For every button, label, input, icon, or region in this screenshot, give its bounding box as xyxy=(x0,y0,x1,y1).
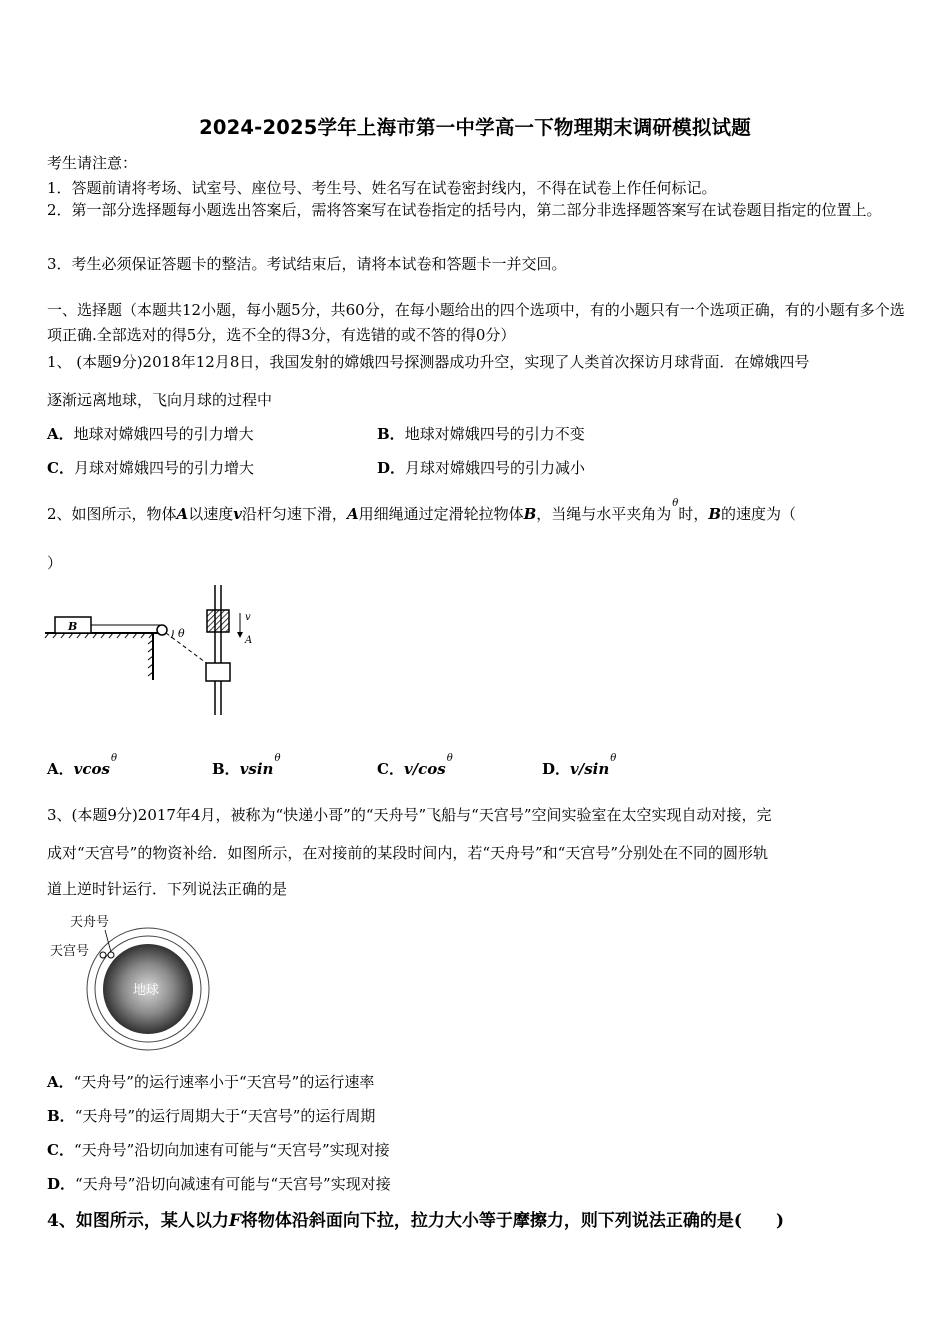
option-text: “天舟号”的运行周期大于“天宫号”的运行周期 xyxy=(74,1107,376,1125)
tiangong-dot xyxy=(100,952,106,958)
q2-var-a: A xyxy=(176,505,189,523)
angle-label: θ xyxy=(178,627,185,640)
option-label: A． xyxy=(47,760,74,778)
option-label: D． xyxy=(47,1175,76,1193)
q2-stem xyxy=(47,498,797,524)
q2-text: 用细绳通过定滑轮拉物体 xyxy=(358,505,524,523)
q2-var-v: v xyxy=(233,505,242,523)
q2-var-a: A xyxy=(346,505,359,523)
q2-text: 时， xyxy=(678,505,709,523)
arrow-label-a: A xyxy=(245,635,253,646)
option-theta: θ xyxy=(446,753,453,764)
option-label: C． xyxy=(47,459,74,477)
q2-text: ，当绳与水平夹角为 xyxy=(536,505,672,523)
notice-heading: 考生请注意： xyxy=(47,154,138,172)
option-label: A． xyxy=(47,1073,74,1091)
page-title: 2024-2025学年上海市第一中学高一下物理期末调研模拟试题 xyxy=(199,116,751,139)
option-expr: v/cos xyxy=(403,760,446,778)
q2-text: 沿杆匀速下滑， xyxy=(241,505,347,523)
option-label: C． xyxy=(47,1141,74,1159)
q1-option-c xyxy=(47,457,254,478)
option-text: “天舟号”的运行速率小于“天宫号”的运行速率 xyxy=(73,1073,375,1091)
block-a-lower xyxy=(206,663,230,681)
q3-stem-line1: 3、(本题9分)2017年4月，被称为“快递小哥”的“天舟号”飞船与“天宫号”空间实验室在太空实现自动对接，完 xyxy=(47,806,772,824)
notice-item-2: 2．第一部分选择题每小题选出答案后，需将答案写在试卷指定的括号内，第二部分非选择题答案写在试卷题目指定的位置上。 xyxy=(47,201,882,219)
q3-option-b xyxy=(47,1105,375,1126)
q3-stem-line3: 道上逆时针运行．下列说法正确的是 xyxy=(47,880,288,898)
option-theta: θ xyxy=(274,753,281,764)
block-b-label: B xyxy=(68,620,78,633)
q2-theta: θ xyxy=(672,498,679,509)
q4-text: 4、如图所示，某人以力 xyxy=(47,1211,229,1231)
tianzhou-dot xyxy=(108,952,114,958)
q1-option-a xyxy=(47,423,254,444)
q2-option-a xyxy=(47,753,117,779)
option-expr: vsin xyxy=(239,760,274,778)
q1-option-b xyxy=(377,423,585,444)
option-text: 月球对嫦娥四号的引力减小 xyxy=(405,459,586,477)
option-text: “天舟号”沿切向加速有可能与“天宫号”实现对接 xyxy=(73,1141,390,1159)
q2-option-c xyxy=(377,753,453,779)
q2-text: 的速度为（ xyxy=(721,505,797,523)
tianzhou-label: 天舟号 xyxy=(70,915,110,930)
q1-stem-line2: 逐渐远离地球，飞向月球的过程中 xyxy=(47,391,273,409)
option-label: C． xyxy=(377,760,404,778)
q2-pulley-figure xyxy=(45,580,275,720)
velocity-label: v xyxy=(245,612,251,623)
earth-label: 地球 xyxy=(133,983,160,998)
q3-option-a xyxy=(47,1071,374,1092)
option-theta: θ xyxy=(110,753,117,764)
q2-stem-close: ） xyxy=(47,554,63,572)
q3-option-d xyxy=(47,1173,391,1194)
q4-text: 将物体沿斜面向下拉，拉力大小等于摩擦力，则下列说法正确的是( ) xyxy=(240,1211,785,1231)
option-expr: vcos xyxy=(73,760,110,778)
option-label: B． xyxy=(377,425,405,443)
q3-option-c xyxy=(47,1139,390,1160)
option-label: B． xyxy=(212,760,240,778)
velocity-arrowhead xyxy=(237,632,243,638)
tiangong-label: 天宫号 xyxy=(50,944,90,959)
q2-text: 2、如图所示，物体 xyxy=(47,505,177,523)
pulley xyxy=(157,625,167,635)
q3-stem-line2: 成对“天宫号”的物资补给．如图所示，在对接前的某段时间内，若“天舟号”和“天宫号”分别处在不同的圆形轨 xyxy=(47,844,769,862)
q4-var-f: F xyxy=(228,1211,241,1231)
option-text: “天舟号”沿切向减速有可能与“天宫号”实现对接 xyxy=(75,1175,391,1193)
q1-stem-line1: 1、 (本题9分)2018年12月8日，我国发射的嫦娥四号探测器成功升空，实现了人类首次探访月球背面．在嫦娥四号 xyxy=(47,353,810,371)
q2-var-b: B xyxy=(523,505,537,523)
option-theta: θ xyxy=(610,753,617,764)
option-text: 地球对嫦娥四号的引力不变 xyxy=(404,425,585,443)
q2-option-d xyxy=(542,753,617,779)
option-label: D． xyxy=(542,760,571,778)
q4-stem xyxy=(47,1206,784,1231)
block-a xyxy=(207,610,229,632)
q3-orbit-figure xyxy=(45,908,225,1053)
q2-option-b xyxy=(212,753,281,779)
option-text: 地球对嫦娥四号的引力增大 xyxy=(73,425,254,443)
notice-item-1: 1．答题前请将考场、试室号、座位号、考生号、姓名写在试卷密封线内，不得在试卷上作任何标记。 xyxy=(47,179,717,197)
option-label: A． xyxy=(47,425,74,443)
notice-item-3: 3．考生必须保证答题卡的整洁。考试结束后，请将本试卷和答题卡一并交回。 xyxy=(47,255,567,273)
option-expr: v/sin xyxy=(570,760,610,778)
q1-option-d xyxy=(377,457,585,478)
option-label: B． xyxy=(47,1107,75,1125)
option-label: D． xyxy=(377,459,406,477)
section-intro: 一、选择题（本题共12小题，每小题5分，共60分，在每小题给出的四个选项中，有的小题只有一个选项正确，有的小题有多个选项正确.全部选对的得5分，选不全的得3分，有选错的或不答的得0分） xyxy=(47,301,905,344)
q2-text: 以速度 xyxy=(188,505,234,523)
option-text: 月球对嫦娥四号的引力增大 xyxy=(73,459,254,477)
angle-arc xyxy=(171,630,173,638)
q2-var-b: B xyxy=(708,505,722,523)
